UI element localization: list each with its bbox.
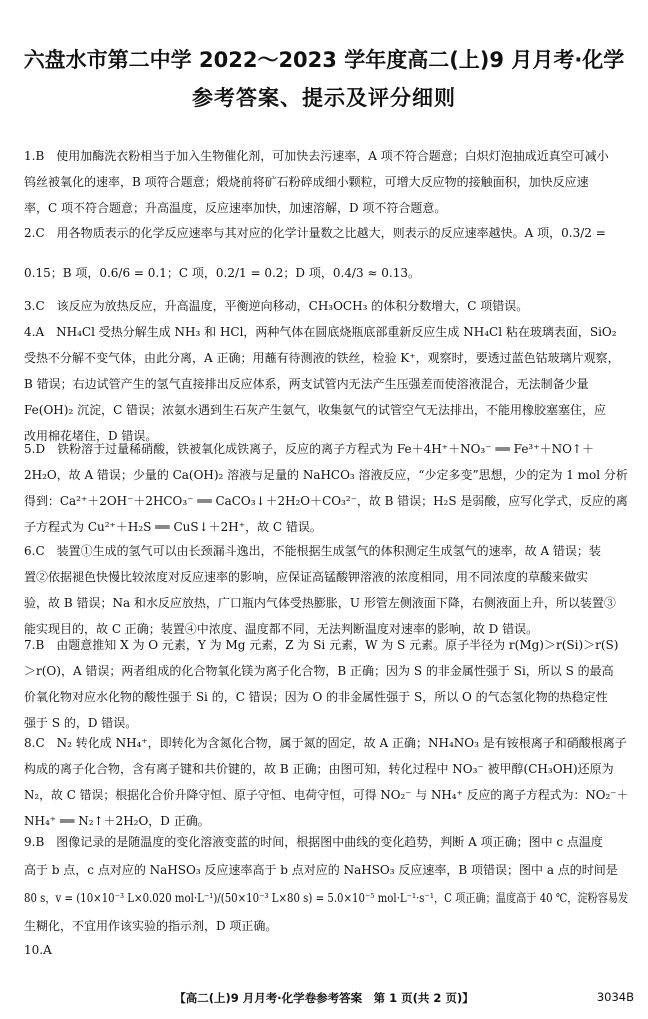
answer-line: 价氧化物对应水化物的酸性强于 Si 的，C 错误；因为 O 的非金属性强于 S，所以 O 的气态氢化物的热稳定性: [24, 690, 608, 704]
answer-line: Fe(OH)₂ 沉淀，C 错误；浓氨水遇到生石灰产生氨气，收集氨气的试管空气无法排出，不能用橡胶塞塞住，应: [24, 403, 607, 417]
answer-line: 10.A: [24, 943, 52, 957]
answer-line: 钨丝被氧化的速率，B 项符合题意；煅烧前将矿石粉碎成细小颗粒，可增大反应物的接触面积，加快反应速: [24, 175, 589, 189]
answer-line: 子方程式为 Cu²⁺＋H₂S ══ CuS↓＋2H⁺，故 C 错误。: [24, 520, 322, 534]
answer-line: 受热不分解不变气体，由此分离，A 正确；用蘸有待测液的铁丝，检验 K⁺，观察时，要透过蓝色钴玻璃片观察，: [24, 351, 620, 365]
answer-line: 验，故 B 错误；Na 和水反应放热，广口瓶内气体受热膨胀，U 形管左侧液面下降，右侧液面上升，所以装置③: [24, 596, 616, 610]
answer-line: 9.B 图像记录的是随温度的变化溶液变蓝的时间，根据图中曲线的变化趋势，判断 A 项正确；图中 c 点温度: [24, 835, 603, 849]
document-subtitle: 参考答案、提示及评分细则: [192, 86, 456, 110]
answer-line: 2H₂O，故 A 错误；少量的 Ca(OH)₂ 溶液与足量的 NaHCO₃ 溶液反应，“少定多变”思想，少的定为 1 mol 分析: [24, 468, 628, 482]
answer-line: 强于 S 的，D 错误。: [24, 716, 138, 730]
page-footer: 【高二(上)9 月月考·化学卷参考答案 第 1 页(共 2 页)】: [174, 991, 474, 1005]
answer-line: 5.D 铁粉溶于过量稀硝酸，铁被氧化成铁离子，反应的离子方程式为 Fe＋4H⁺＋NO₃⁻ ══ Fe³⁺＋NO↑＋: [24, 442, 594, 456]
answer-line: 置②依据褪色快慢比较浓度对反应速率的影响，应保证高锰酸钾溶液的浓度相同，用不同浓度的草酸来做实: [24, 570, 589, 584]
answer-line: 改用棉花堵住，D 错误。: [24, 429, 158, 443]
answer-line: NH₄⁺ ══ N₂↑＋2H₂O，D 正确。: [24, 814, 210, 828]
answer-line: 3.C 该反应为放热反应，升高温度，平衡逆向移动，CH₃OCH₃ 的体积分数增大，C 项错误。: [24, 299, 529, 313]
answer-line: 能实现目的，故 C 正确；装置④中浓度、温度都不同，无法判断温度对速率的影响，故 D 错误。: [24, 622, 539, 636]
answer-line: ＞r(O)，A 错误；两者组成的化合物氧化镁为离子化合物，B 正确；因为 S 的非金属性强于 Si，所以 S 的最高: [24, 664, 614, 678]
answer-line: 0.15；B 项，0.6/6 = 0.1；C 项，0.2/1 = 0.2；D 项，0.4/3 ≈ 0.13。: [24, 266, 421, 280]
answer-line: 8.C N₂ 转化成 NH₄⁺，即转化为含氮化合物，属于氮的固定，故 A 正确；NH₄NO₃ 是有铵根离子和硝酸根离子: [24, 736, 627, 750]
answer-line: 2.C 用各物质表示的化学反应速率与其对应的化学计量数之比越大，则表示的反应速率越快。A 项，0.3/2 =: [24, 226, 606, 240]
answer-line: 1.B 使用加酶洗衣粉相当于加入生物催化剂，可加快去污速率，A 项不符合题意；白炽灯泡抽成近真空可减小: [24, 149, 609, 163]
document-title: 六盘水市第二中学 2022～2023 学年度高二(上)9 月月考·化学: [23, 48, 625, 72]
answer-line: 得到：Ca²⁺＋2OH⁻＋2HCO₃⁻ ══ CaCO₃↓＋2H₂O＋CO₃²⁻，故 B 错误；H₂S 是弱酸，应写化学式，反应的离: [24, 494, 628, 508]
answer-line: 4.A NH₄Cl 受热分解生成 NH₃ 和 HCl，两种气体在圆底烧瓶底部重新反应生成 NH₄Cl 粘在玻璃表面，SiO₂: [24, 325, 617, 339]
answer-line: 7.B 由题意推知 X 为 O 元素，Y 为 Mg 元素，Z 为 Si 元素，W 为 S 元素。原子半径为 r(Mg)＞r(Si)＞r(S): [24, 638, 619, 652]
paper-code: 3034B: [596, 990, 634, 1004]
answer-line: 率，C 项不符合题意；升高温度，反应速率加快，加速溶解，D 项不符合题意。: [24, 201, 447, 215]
answer-line: 高于 b 点，c 点对应的 NaHSO₃ 反应速率高于 b 点对应的 NaHSO₃ 反应速率，B 项错误；图中 a 点的时间是: [24, 863, 618, 877]
answer-line: 生糊化，不宜用作该实验的指示剂，D 项正确。: [24, 919, 278, 933]
answer-line: N₂，故 C 错误；根据化合价升降守恒、原子守恒、电荷守恒，可得 NO₂⁻ 与 NH₄⁺ 反应的离子方程式为：NO₂⁻＋: [24, 788, 629, 802]
answer-line: B 错误；右边试管产生的氢气直接排出反应体系，两支试管内无法产生压强差而使溶液混合，无法制备少量: [24, 377, 589, 391]
answer-line: 构成的离子化合物，含有离子键和共价键的，故 B 正确；由图可知，转化过程中 NO₃⁻ 被甲醇(CH₃OH)还原为: [24, 762, 614, 776]
answer-line: 80 s，v = (10×10⁻³ L×0.020 mol·L⁻¹)/(50×10⁻³ L×80 s) = 5.0×10⁻⁵ mol·L⁻¹·s⁻¹，C 项正确；温度高于 40 ℃，淀粉容易发: [24, 891, 629, 905]
answer-line: 6.C 装置①生成的氢气可以由长颈漏斗逸出，不能根据生成氢气的体积测定生成氢气的速率，故 A 错误；装: [24, 544, 601, 558]
